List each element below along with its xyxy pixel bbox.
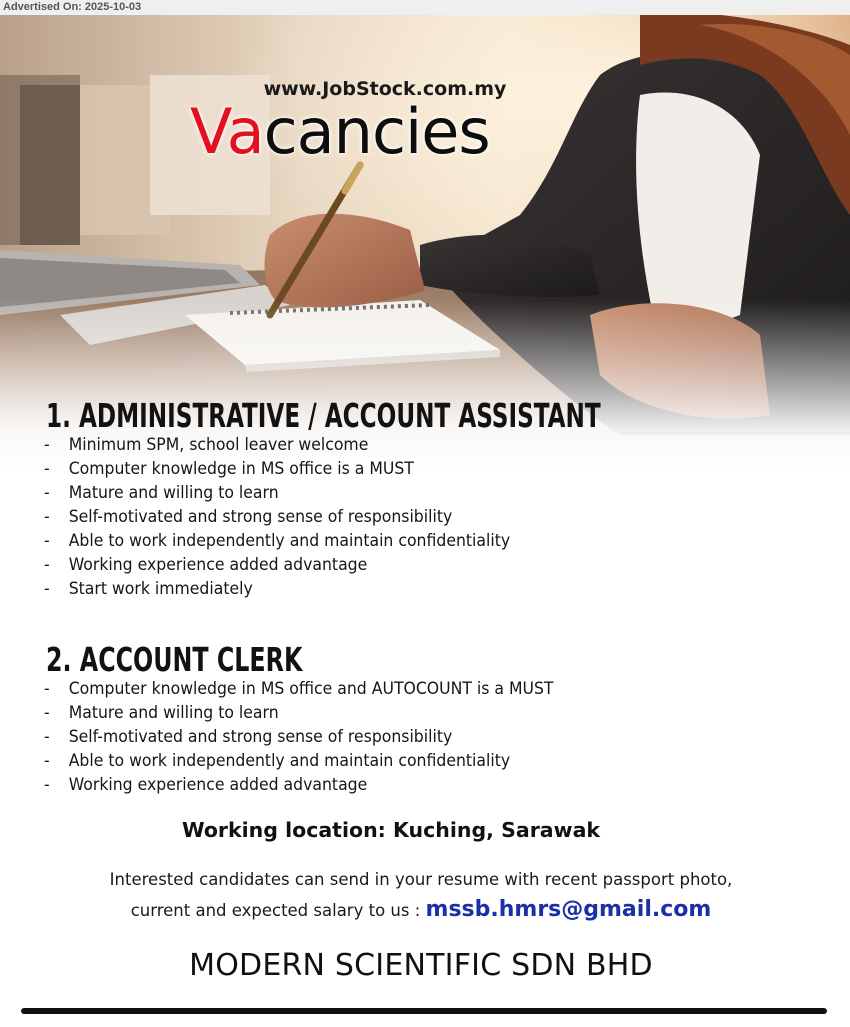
apply-instructions-text: current and expected salary to us : <box>130 901 426 920</box>
bottom-divider <box>21 1008 827 1014</box>
job-title-admin-account-assistant: 1. ADMINISTRATIVE / ACCOUNT ASSISTANT <box>46 396 601 435</box>
job-title-account-clerk: 2. ACCOUNT CLERK <box>46 640 303 679</box>
requirement-item: - Minimum SPM, school leaver welcome <box>44 433 510 457</box>
requirement-item: - Self-motivated and strong sense of responsibility <box>44 725 554 749</box>
requirement-item: - Working experience added advantage <box>44 553 510 577</box>
contact-email-link[interactable]: mssb.hmrs@gmail.com <box>425 897 712 922</box>
requirements-list-admin <box>44 433 535 601</box>
vacancies-headline <box>190 92 490 172</box>
company-name: MODERN SCIENTIFIC SDN BHD <box>189 948 653 983</box>
headline-red-part: Va <box>190 95 264 168</box>
requirement-item: - Start work immediately <box>44 577 510 601</box>
headline-black-part: cancies <box>263 95 490 168</box>
advertised-bar <box>0 0 850 15</box>
requirement-item: - Computer knowledge in MS office is a MUST <box>44 457 510 481</box>
requirement-item: - Computer knowledge in MS office and AUTOCOUNT is a MUST <box>44 677 554 701</box>
requirements-list-clerk <box>44 677 580 797</box>
apply-instructions-line1: Interested candidates can send in your resume with recent passport photo, <box>109 870 733 889</box>
requirement-item: - Self-motivated and strong sense of responsibility <box>44 505 510 529</box>
requirement-item: - Mature and willing to learn <box>44 701 554 725</box>
advertised-date: Advertised On: 2025-10-03 <box>3 1 142 13</box>
requirement-item: - Able to work independently and maintain confidentiality <box>44 749 554 773</box>
site-url: www.JobStock.com.my <box>263 78 507 100</box>
requirement-item: - Able to work independently and maintain confidentiality <box>44 529 510 553</box>
requirement-item: - Mature and willing to learn <box>44 481 510 505</box>
requirement-item: - Working experience added advantage <box>44 773 554 797</box>
apply-instructions-line2 <box>0 897 846 922</box>
working-location: Working location: Kuching, Sarawak <box>181 818 601 842</box>
